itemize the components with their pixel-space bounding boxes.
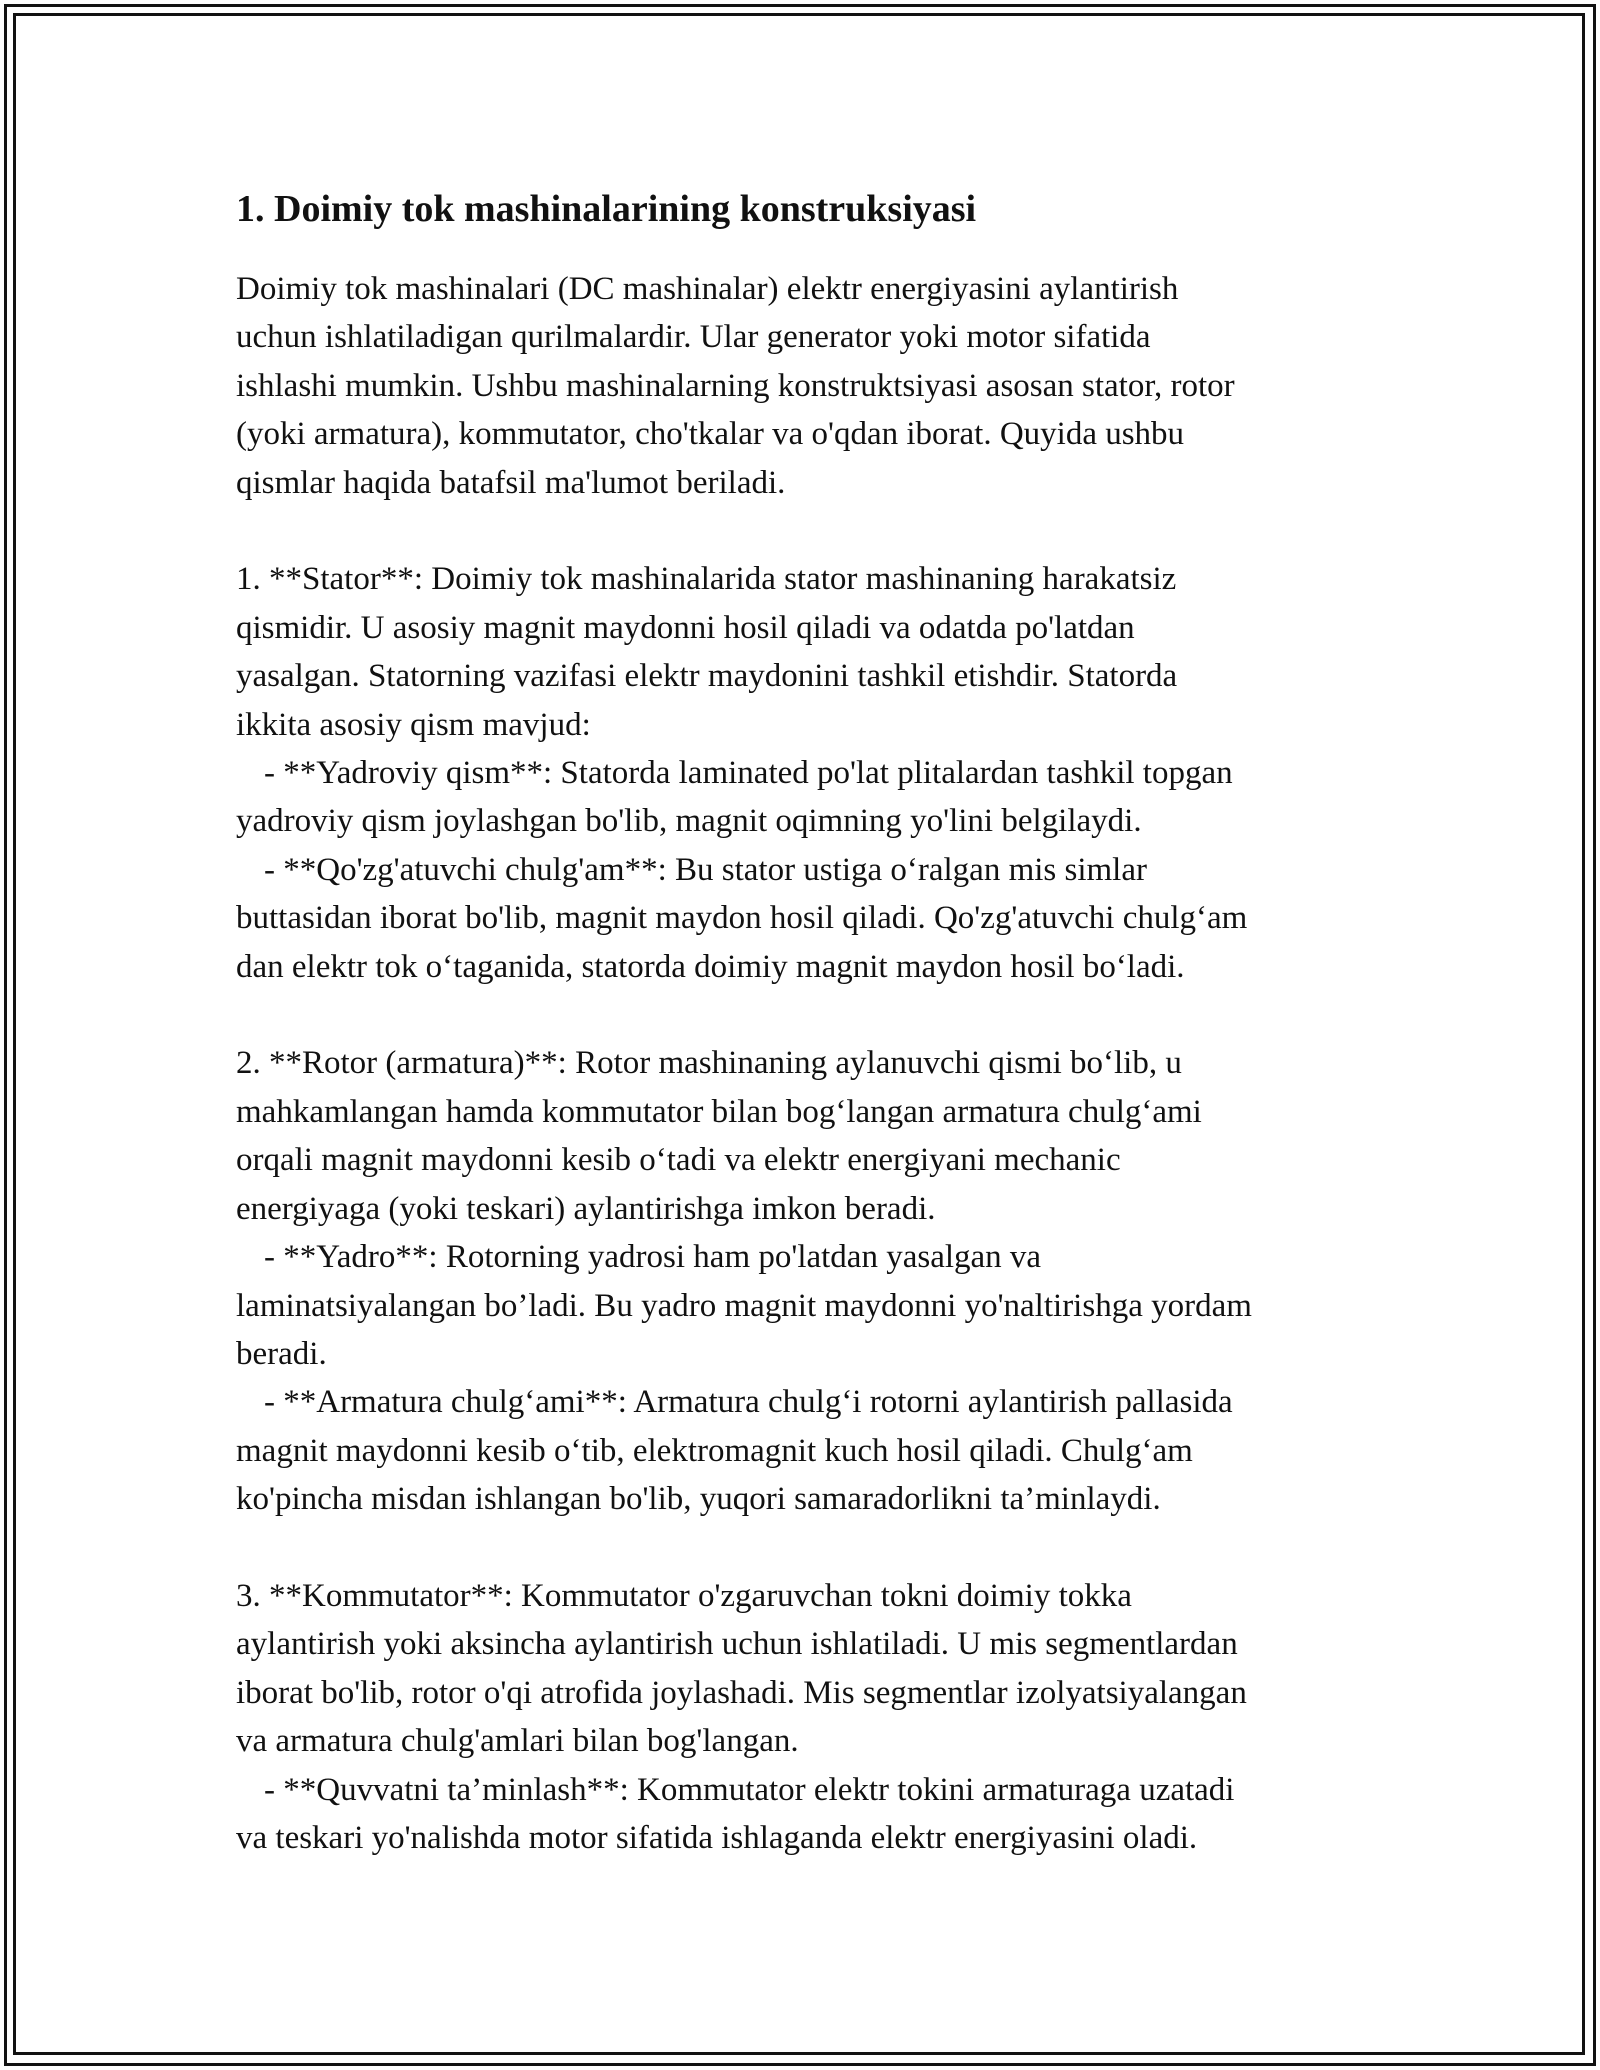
text-line: buttasidan iborat bo'lib, magnit maydon hosil qiladi. Qo'zg'atuvchi chulg‘am [236,900,1248,937]
text-line: ishlashi mumkin. Ushbu mashinalarning konstruktsiyasi asosan stator, rotor [236,367,1235,404]
text-line: va teskari yo'nalishda motor sifatida ishlaganda elektr energiyasini oladi. [236,1819,1198,1856]
paragraph-gap [236,507,1386,555]
text-line: uchun ishlatiladigan qurilmalardir. Ular generator yoki motor sifatida [236,319,1151,356]
intro-paragraph [236,265,1386,507]
text-line: 1. **Stator**: Doimiy tok mashinalarida stator mashinaning harakatsiz [236,561,1177,598]
text-line: ikkita asosiy qism mavjud: [236,706,591,743]
text-line: - **Armatura chulg‘ami**: Armatura chulg‘i rotorni aylantirish pallasida [264,1384,1233,1421]
text-line: laminatsiyalangan bo’ladi. Bu yadro magnit maydonni yo'naltirishga yordam [236,1287,1252,1324]
text-line: orqali magnit maydonni kesib o‘tadi va elektr energiyani mechanic [236,1142,1121,1179]
text-line: mahkamlangan hamda kommutator bilan bog‘langan armatura chulg‘ami [236,1093,1202,1130]
text-line: magnit maydonni kesib o‘tib, elektromagnit kuch hosil qiladi. Chulg‘am [236,1432,1193,1469]
text-line: (yoki armatura), kommutator, cho'tkalar va o'qdan iborat. Quyida ushbu [236,416,1185,453]
stator-section [236,555,1386,991]
text-line: qismidir. U asosiy magnit maydonni hosil qiladi va odatda po'latdan [236,609,1135,646]
paragraph-gap [236,1524,1386,1572]
text-line: Doimiy tok mashinalari (DC mashinalar) elektr energiyasini aylantirish [236,271,1179,307]
text-line: dan elektr tok o‘taganida, statorda doimiy magnit maydon hosil bo‘ladi. [236,948,1185,985]
document-body [236,185,1386,1862]
text-line: 3. **Kommutator**: Kommutator o'zgaruvchan tokni doimiy tokka [236,1577,1132,1614]
text-line: energiyaga (yoki teskari) aylantirishga imkon beradi. [236,1190,936,1227]
text-line: - **Qo'zg'atuvchi chulg'am**: Bu stator ustiga o‘ralgan mis simlar [264,851,1147,888]
text-line: aylantirish yoki aksincha aylantirish uchun ishlatiladi. U mis segmentlardan [236,1626,1238,1663]
document-title: 1. Doimiy tok mashinalarining konstruksiyasi [236,188,977,230]
text-line: - **Quvvatni ta’minlash**: Kommutator elektr tokini armaturaga uzatadi [264,1771,1235,1808]
text-line: beradi. [236,1335,327,1372]
paragraph-gap [236,991,1386,1039]
text-line: va armatura chulg'amlari bilan bog'langan. [236,1723,799,1760]
text-line: - **Yadroviy qism**: Statorda laminated po'lat plitalardan tashkil topgan [264,755,1233,792]
text-line: yadroviy qism joylashgan bo'lib, magnit oqimning yo'lini belgilaydi. [236,803,1142,840]
rotor-section [236,1039,1386,1523]
text-line: yasalgan. Statorning vazifasi elektr maydonini tashkil etishdir. Statorda [236,658,1178,695]
text-line: qismlar haqida batafsil ma'lumot beriladi. [236,464,786,501]
text-line: - **Yadro**: Rotorning yadrosi ham po'latdan yasalgan va [264,1239,1042,1276]
commutator-section [236,1572,1386,1862]
text-line: 2. **Rotor (armatura)**: Rotor mashinaning aylanuvchi qismi bo‘lib, u [236,1045,1182,1082]
text-line: ko'pincha misdan ishlangan bo'lib, yuqori samaradorlikni ta’minlaydi. [236,1481,1161,1518]
text-line: iborat bo'lib, rotor o'qi atrofida joylashadi. Mis segmentlar izolyatsiyalangan [236,1674,1247,1711]
